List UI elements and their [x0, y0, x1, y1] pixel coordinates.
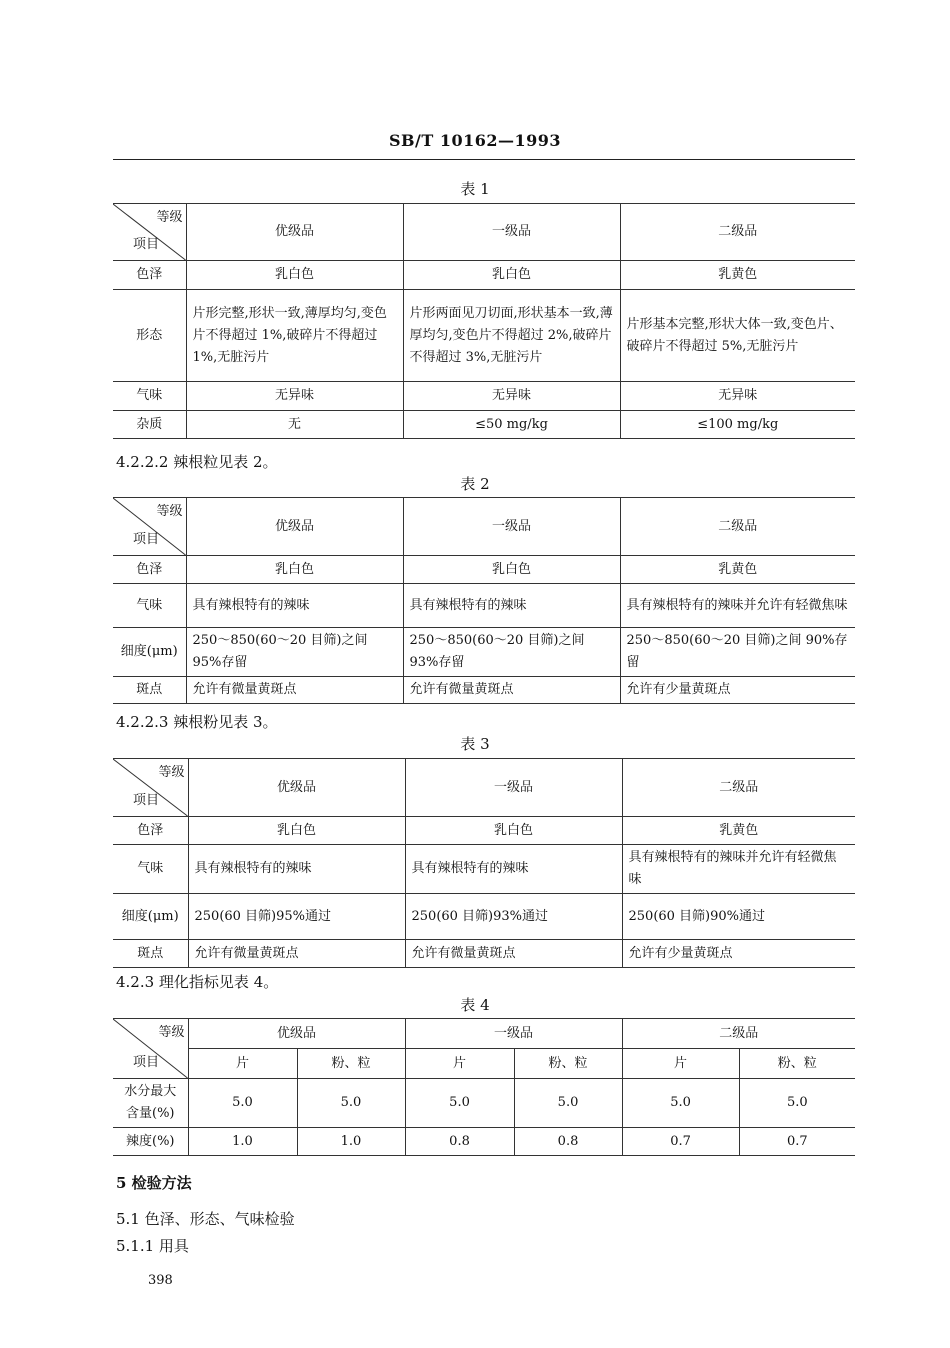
table4-group-header: 优级品: [188, 1019, 405, 1049]
table2-cell: 允许有微量黄斑点: [403, 677, 620, 704]
table3-cell: 具有辣根特有的辣味: [188, 845, 405, 894]
table2-cell: 允许有少量黄斑点: [620, 677, 855, 704]
table3-row-label: 色泽: [113, 817, 188, 845]
section-5-1-1-heading: 5.1.1 用具: [116, 1237, 189, 1255]
table1-cell: 乳黄色: [620, 261, 855, 290]
table3-col-header: 二级品: [622, 759, 855, 817]
table2-corner-grade: 等级: [156, 504, 183, 519]
table4-cell: 0.8: [405, 1128, 514, 1156]
table4: [113, 1018, 855, 1156]
table2-cell: 具有辣根特有的辣味: [186, 584, 403, 628]
table3-cell: 乳白色: [405, 817, 622, 845]
table4-cell: 5.0: [297, 1079, 405, 1128]
table3-row-label: 气味: [113, 845, 188, 894]
table4-cell: 0.7: [622, 1128, 739, 1156]
table3-cell: 允许有微量黄斑点: [188, 940, 405, 968]
table4-row-label: 水分最大含量(%): [113, 1079, 188, 1128]
table1-cell: 乳白色: [403, 261, 620, 290]
table2-row-label: 细度(μm): [113, 628, 186, 677]
table4-group-header: 二级品: [622, 1019, 855, 1049]
table1-cell: 无: [186, 411, 403, 439]
table2: [113, 497, 855, 704]
table4-subheader: 粉、粒: [514, 1049, 622, 1079]
table2-col-header: 二级品: [620, 498, 855, 556]
paragraph-4-2-2-3: 4.2.2.3 辣根粉见表 3。: [116, 713, 278, 731]
table2-cell: 具有辣根特有的辣味: [403, 584, 620, 628]
table4-corner-item: 项目: [133, 1055, 160, 1070]
table3-cell: 250(60 目筛)95%通过: [188, 894, 405, 940]
table1-corner-item: 项目: [133, 237, 160, 252]
table2-cell: 乳白色: [186, 556, 403, 584]
table1-cell: 片形基本完整,形状大体一致,变色片、破碎片不得超过 5%,无脏污片: [620, 290, 855, 382]
page-number: 398: [148, 1273, 173, 1288]
table2-col-header: 一级品: [403, 498, 620, 556]
table3-cell: 允许有微量黄斑点: [405, 940, 622, 968]
table4-cell: 0.8: [514, 1128, 622, 1156]
table3-corner-grade: 等级: [158, 765, 185, 780]
table4-cell: 1.0: [297, 1128, 405, 1156]
table3-corner: [113, 759, 188, 817]
table4-subheader: 片: [405, 1049, 514, 1079]
table1-cell: 无异味: [403, 382, 620, 411]
table3-cell: 250(60 目筛)93%通过: [405, 894, 622, 940]
table3-caption: 表 3: [460, 735, 490, 753]
table4-cell: 5.0: [188, 1079, 297, 1128]
table4-cell: 1.0: [188, 1128, 297, 1156]
paragraph-4-2-3: 4.2.3 理化指标见表 4。: [116, 973, 279, 991]
table2-row-label: 斑点: [113, 677, 186, 704]
table1-col-header: 优级品: [186, 204, 403, 261]
table3-cell: 具有辣根特有的辣味并允许有轻微焦味: [622, 845, 855, 894]
table2-cell: 具有辣根特有的辣味并允许有轻微焦味: [620, 584, 855, 628]
table3-row-label: 细度(μm): [113, 894, 188, 940]
table3-cell: 乳黄色: [622, 817, 855, 845]
table4-cell: 0.7: [739, 1128, 855, 1156]
table2-cell: 乳黄色: [620, 556, 855, 584]
table4-subheader: 粉、粒: [297, 1049, 405, 1079]
table1-cell: 片形完整,形状一致,薄厚均匀,变色片不得超过 1%,破碎片不得超过 1%,无脏污片: [186, 290, 403, 382]
table3-cell: 乳白色: [188, 817, 405, 845]
table4-cell: 5.0: [622, 1079, 739, 1128]
table1-col-header: 二级品: [620, 204, 855, 261]
table3-col-header: 一级品: [405, 759, 622, 817]
table3-cell: 250(60 目筛)90%通过: [622, 894, 855, 940]
table1-cell: 乳白色: [186, 261, 403, 290]
table2-col-header: 优级品: [186, 498, 403, 556]
table2-corner-item: 项目: [133, 532, 160, 547]
table4-caption: 表 4: [460, 996, 490, 1014]
table2-cell: 允许有微量黄斑点: [186, 677, 403, 704]
table3-row-label: 斑点: [113, 940, 188, 968]
table1-row-label: 色泽: [113, 261, 186, 290]
table1-corner: [113, 204, 186, 261]
table1-cell: 无异味: [620, 382, 855, 411]
table1-cell: 片形两面见刀切面,形状基本一致,薄厚均匀,变色片不得超过 2%,破碎片不得超过 3%,无脏污片: [403, 290, 620, 382]
table2-cell: 250～850(60～20 目筛)之间 95%存留: [186, 628, 403, 677]
table2-cell: 250～850(60～20 目筛)之间 93%存留: [403, 628, 620, 677]
table3-corner-item: 项目: [133, 793, 160, 808]
table1-caption: 表 1: [460, 180, 490, 198]
table4-cell: 5.0: [739, 1079, 855, 1128]
table3-cell: 具有辣根特有的辣味: [405, 845, 622, 894]
table2-cell: 250～850(60～20 目筛)之间 90%存留: [620, 628, 855, 677]
table1: [113, 203, 855, 439]
table3-col-header: 优级品: [188, 759, 405, 817]
table1-cell: ≤50 mg/kg: [403, 411, 620, 439]
table1-cell: 无异味: [186, 382, 403, 411]
table4-corner: [113, 1019, 188, 1079]
table1-cell: ≤100 mg/kg: [620, 411, 855, 439]
table2-caption: 表 2: [460, 475, 490, 493]
table4-row-label: 辣度(%): [113, 1128, 188, 1156]
table4-cell: 5.0: [405, 1079, 514, 1128]
table4-cell: 5.0: [514, 1079, 622, 1128]
table1-row-label: 气味: [113, 382, 186, 411]
table2-row-label: 气味: [113, 584, 186, 628]
table3: [113, 758, 855, 968]
table4-subheader: 粉、粒: [739, 1049, 855, 1079]
table4-group-header: 一级品: [405, 1019, 622, 1049]
document-header: SB/T 10162—1993: [388, 131, 562, 150]
paragraph-4-2-2-2: 4.2.2.2 辣根粒见表 2。: [116, 453, 278, 471]
table1-row-label: 杂质: [113, 411, 186, 439]
section-5-1-heading: 5.1 色泽、形态、气味检验: [116, 1210, 295, 1228]
table1-row-label: 形态: [113, 290, 186, 382]
table4-subheader: 片: [622, 1049, 739, 1079]
table4-corner-grade: 等级: [158, 1025, 185, 1040]
table4-subheader: 片: [188, 1049, 297, 1079]
table1-col-header: 一级品: [403, 204, 620, 261]
table2-cell: 乳白色: [403, 556, 620, 584]
header-rule: [113, 159, 855, 160]
section-5-heading: 5 检验方法: [116, 1174, 192, 1192]
table2-corner: [113, 498, 186, 556]
table2-row-label: 色泽: [113, 556, 186, 584]
table3-cell: 允许有少量黄斑点: [622, 940, 855, 968]
table1-corner-grade: 等级: [156, 210, 183, 225]
